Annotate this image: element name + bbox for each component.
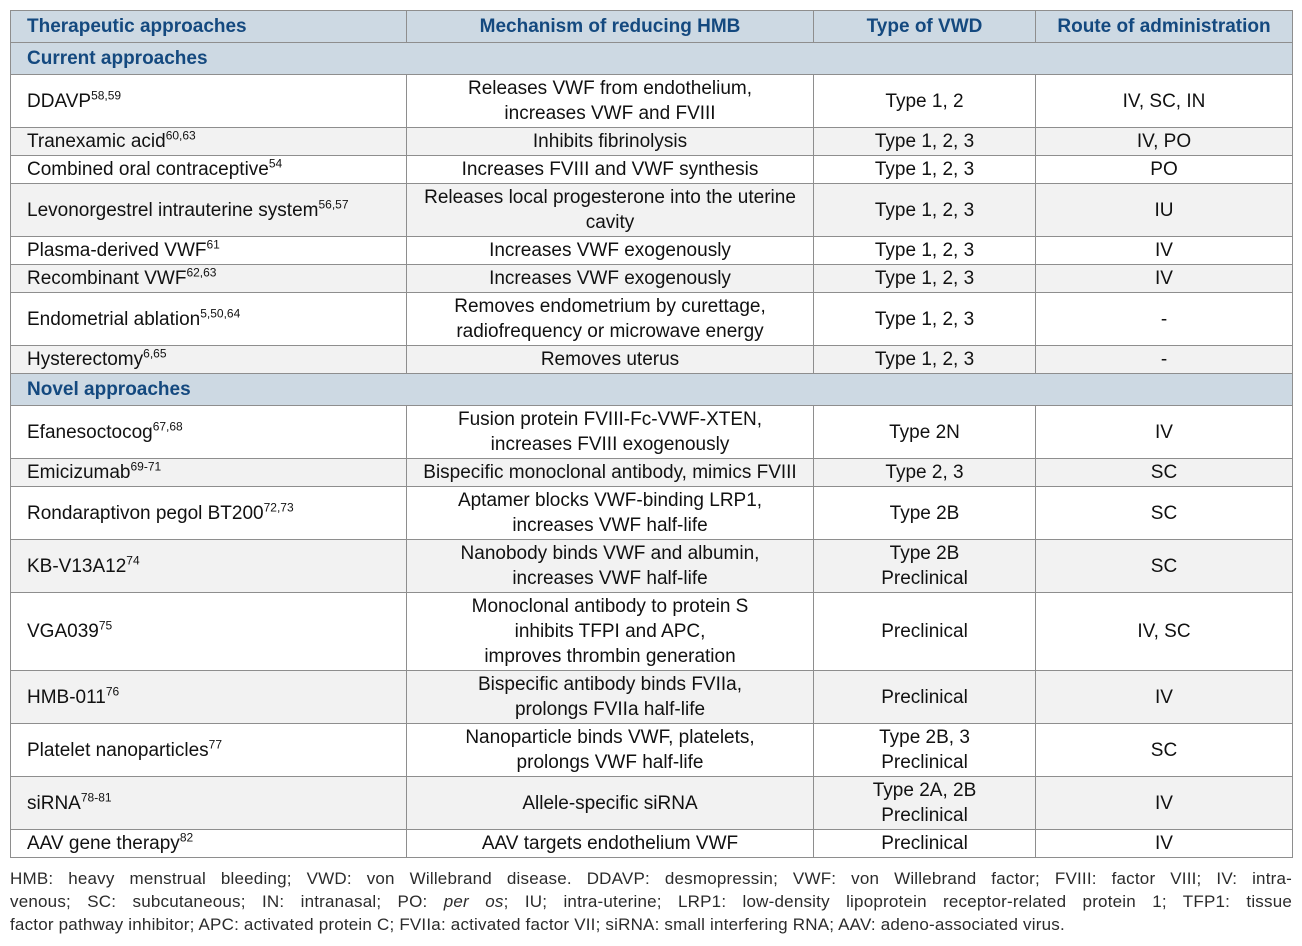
reference-superscript: 76 [105, 684, 120, 699]
vwd-type-cell: Preclinical [814, 671, 1036, 724]
footnote-segment: venous; SC: subcutaneous; IN: intranasal; PO: [10, 892, 444, 911]
approach-cell: Levonorgestrel intrauterine system$^{56,57}$ [11, 184, 407, 237]
vwd-type-cell: Type 1, 2, 3 [814, 128, 1036, 156]
reference-superscript: 74 [126, 553, 140, 568]
mechanism-cell: Bispecific monoclonal antibody, mimics FVIII [407, 459, 814, 487]
vwd-type-cell: Type 2N [814, 406, 1036, 459]
table-row-aav-gene-therapy [11, 830, 1293, 858]
table-row-endometrial-ablation [11, 293, 1293, 346]
route-cell: IV [1036, 265, 1293, 293]
route-cell: IV [1036, 830, 1293, 858]
table-row-rondaraptivon-pegol-bt200 [11, 487, 1293, 540]
approach-cell: DDAVP$^{58,59}$ [11, 75, 407, 128]
table-row-efanesoctocog [11, 406, 1293, 459]
approach-cell: $KB-V13A12^{74}$ [11, 540, 407, 593]
approach-cell: Endometrial ablation$^{5,50,64}$ [11, 293, 407, 346]
footnote-line [10, 867, 1292, 890]
column-header-type-of-vwd: Type of VWD [814, 11, 1036, 43]
reference-superscript: 56,57 [318, 197, 349, 212]
table-row-combined-oral-contraceptive [11, 156, 1293, 184]
table-row-kb-v13a12 [11, 540, 1293, 593]
table-row-sirna [11, 777, 1293, 830]
reference-superscript: 54 [268, 156, 283, 171]
route-cell: SC [1036, 487, 1293, 540]
mechanism-cell: Aptamer blocks VWF-binding LRP1, increases VWF half-life [407, 487, 814, 540]
footnote-line [10, 913, 1292, 936]
approach-cell: Plasma-derived VWF$^{61}$ [11, 237, 407, 265]
vwd-type-cell: Type 1, 2, 3 [814, 184, 1036, 237]
mechanism-cell: Releases local progesterone into the uterine cavity [407, 184, 814, 237]
approach-cell: Tranexamic acid$^{60,63}$ [11, 128, 407, 156]
footnote-italic-segment: per os [443, 892, 504, 911]
table-row-hysterectomy [11, 346, 1293, 374]
vwd-type-cell: Type 1, 2, 3 [814, 265, 1036, 293]
mechanism-cell: Removes endometrium by curettage, radiofrequency or microwave energy [407, 293, 814, 346]
mechanism-cell: AAV targets endothelium VWF [407, 830, 814, 858]
reference-superscript: 72,73 [263, 500, 294, 515]
table-row-emicizumab [11, 459, 1293, 487]
vwd-type-cell: Type 1, 2, 3 [814, 156, 1036, 184]
vwd-type-cell: Type 1, 2, 3 [814, 237, 1036, 265]
column-header-route-of-administration: Route of administration [1036, 11, 1293, 43]
table-row-hmb-011 [11, 671, 1293, 724]
route-cell: IV [1036, 406, 1293, 459]
approach-cell: $VGA039^{75}$ [11, 593, 407, 671]
route-cell: SC [1036, 459, 1293, 487]
vwd-type-cell: Type 1, 2, 3 [814, 293, 1036, 346]
table-row-ddavp [11, 75, 1293, 128]
approach-cell: HMB-$011^{76}$ [11, 671, 407, 724]
vwd-type-cell: Preclinical [814, 593, 1036, 671]
reference-superscript: 75 [98, 618, 113, 633]
approach-cell: Emicizumab$^{69-71}$ [11, 459, 407, 487]
therapy-table [10, 10, 1293, 858]
reference-superscript: 58,59 [91, 88, 122, 103]
column-header-therapeutic-approaches: Therapeutic approaches [11, 11, 407, 43]
reference-superscript: 6,65 [143, 346, 167, 361]
table-row-tranexamic-acid [11, 128, 1293, 156]
reference-superscript: 67,68 [152, 419, 183, 434]
reference-superscript: 78-81 [80, 790, 112, 805]
mechanism-cell: Bispecific antibody binds FVIIa, prolongs FVIIa half-life [407, 671, 814, 724]
vwd-type-cell: Type 2B, 3 Preclinical [814, 724, 1036, 777]
section-header-current-approaches: Current approaches [11, 43, 1293, 75]
approach-cell: Recombinant VWF$^{62,63}$ [11, 265, 407, 293]
route-cell: IV, PO [1036, 128, 1293, 156]
route-cell: IV, SC [1036, 593, 1293, 671]
mechanism-cell: Inhibits fibrinolysis [407, 128, 814, 156]
reference-superscript: 61 [206, 237, 220, 252]
approach-cell: AAV gene therapy$^{82}$ [11, 830, 407, 858]
route-cell: PO [1036, 156, 1293, 184]
approach-cell: Rondaraptivon pegol BT200$^{72,73}$ [11, 487, 407, 540]
footnote-segment: HMB: heavy menstrual bleeding; VWD: von Willebrand disease. DDAVP: desmopressin; VWF: von Willebrand factor; FVIII: factor VIII; IV: intra- [10, 869, 1292, 888]
route-cell: IU [1036, 184, 1293, 237]
route-cell: - [1036, 293, 1293, 346]
mechanism-cell: Increases VWF exogenously [407, 237, 814, 265]
table-row-platelet-nanoparticles [11, 724, 1293, 777]
route-cell: IV [1036, 237, 1293, 265]
mechanism-cell: Fusion protein FVIII-Fc-VWF-XTEN, increases FVIII exogenously [407, 406, 814, 459]
reference-superscript: 82 [179, 830, 194, 845]
vwd-type-cell: Type 1, 2, 3 [814, 346, 1036, 374]
mechanism-cell: Nanobody binds VWF and albumin, increases VWF half-life [407, 540, 814, 593]
approach-cell: Hysterectomy$^{6,65}$ [11, 346, 407, 374]
column-header-mechanism-of-reducing-hmb: Mechanism of reducing HMB [407, 11, 814, 43]
mechanism-cell: Nanoparticle binds VWF, platelets, prolongs VWF half-life [407, 724, 814, 777]
route-cell: SC [1036, 724, 1293, 777]
section-header-novel-approaches: Novel approaches [11, 374, 1293, 406]
mechanism-cell: Releases VWF from endothelium, increases VWF and FVIII [407, 75, 814, 128]
mechanism-cell: Removes uterus [407, 346, 814, 374]
approach-cell: siRNA$^{78-81}$ [11, 777, 407, 830]
section-row-novel-approaches [11, 374, 1293, 406]
mechanism-cell: Increases VWF exogenously [407, 265, 814, 293]
route-cell: IV [1036, 671, 1293, 724]
table-row-recombinant-vwf [11, 265, 1293, 293]
table-row-vga039 [11, 593, 1293, 671]
mechanism-cell: Allele-specific siRNA [407, 777, 814, 830]
approach-cell: Platelet nanoparticles$^{77}$ [11, 724, 407, 777]
approach-cell: Efanesoctocog$^{67,68}$ [11, 406, 407, 459]
reference-superscript: 62,63 [186, 265, 217, 280]
mechanism-cell: Increases FVIII and VWF synthesis [407, 156, 814, 184]
reference-superscript: 60,63 [165, 128, 196, 143]
approach-cell: Combined oral contraceptive$^{54}$ [11, 156, 407, 184]
mechanism-cell: Monoclonal antibody to protein S inhibits TFPI and APC, improves thrombin generation [407, 593, 814, 671]
reference-superscript: 77 [208, 737, 223, 752]
route-cell: IV, SC, IN [1036, 75, 1293, 128]
vwd-type-cell: Type 2A, 2B Preclinical [814, 777, 1036, 830]
vwd-type-cell: Type 2, 3 [814, 459, 1036, 487]
vwd-type-cell: Type 2B Preclinical [814, 540, 1036, 593]
table-row-plasma-derived-vwf [11, 237, 1293, 265]
route-cell: - [1036, 346, 1293, 374]
table-row-levonorgestrel-intrauterine-system [11, 184, 1293, 237]
section-row-current-approaches [11, 43, 1293, 75]
footnote-segment: factor pathway inhibitor; APC: activated protein C; FVIIa: activated factor VII; siRNA: small interfering RNA; AAV: adeno-associated virus. [10, 915, 1065, 934]
route-cell: IV [1036, 777, 1293, 830]
reference-superscript: 5,50,64 [200, 306, 241, 321]
abbreviations-footnote [10, 867, 1292, 936]
header-row [11, 11, 1293, 43]
footnote-line [10, 890, 1292, 913]
vwd-type-cell: Type 2B [814, 487, 1036, 540]
vwd-type-cell: Preclinical [814, 830, 1036, 858]
route-cell: SC [1036, 540, 1293, 593]
vwd-type-cell: Type 1, 2 [814, 75, 1036, 128]
reference-superscript: 69-71 [130, 459, 162, 474]
footnote-segment: ; IU; intra-uterine; LRP1: low-density lipoprotein receptor-related protein 1; TFP1: tissue [503, 892, 1293, 911]
